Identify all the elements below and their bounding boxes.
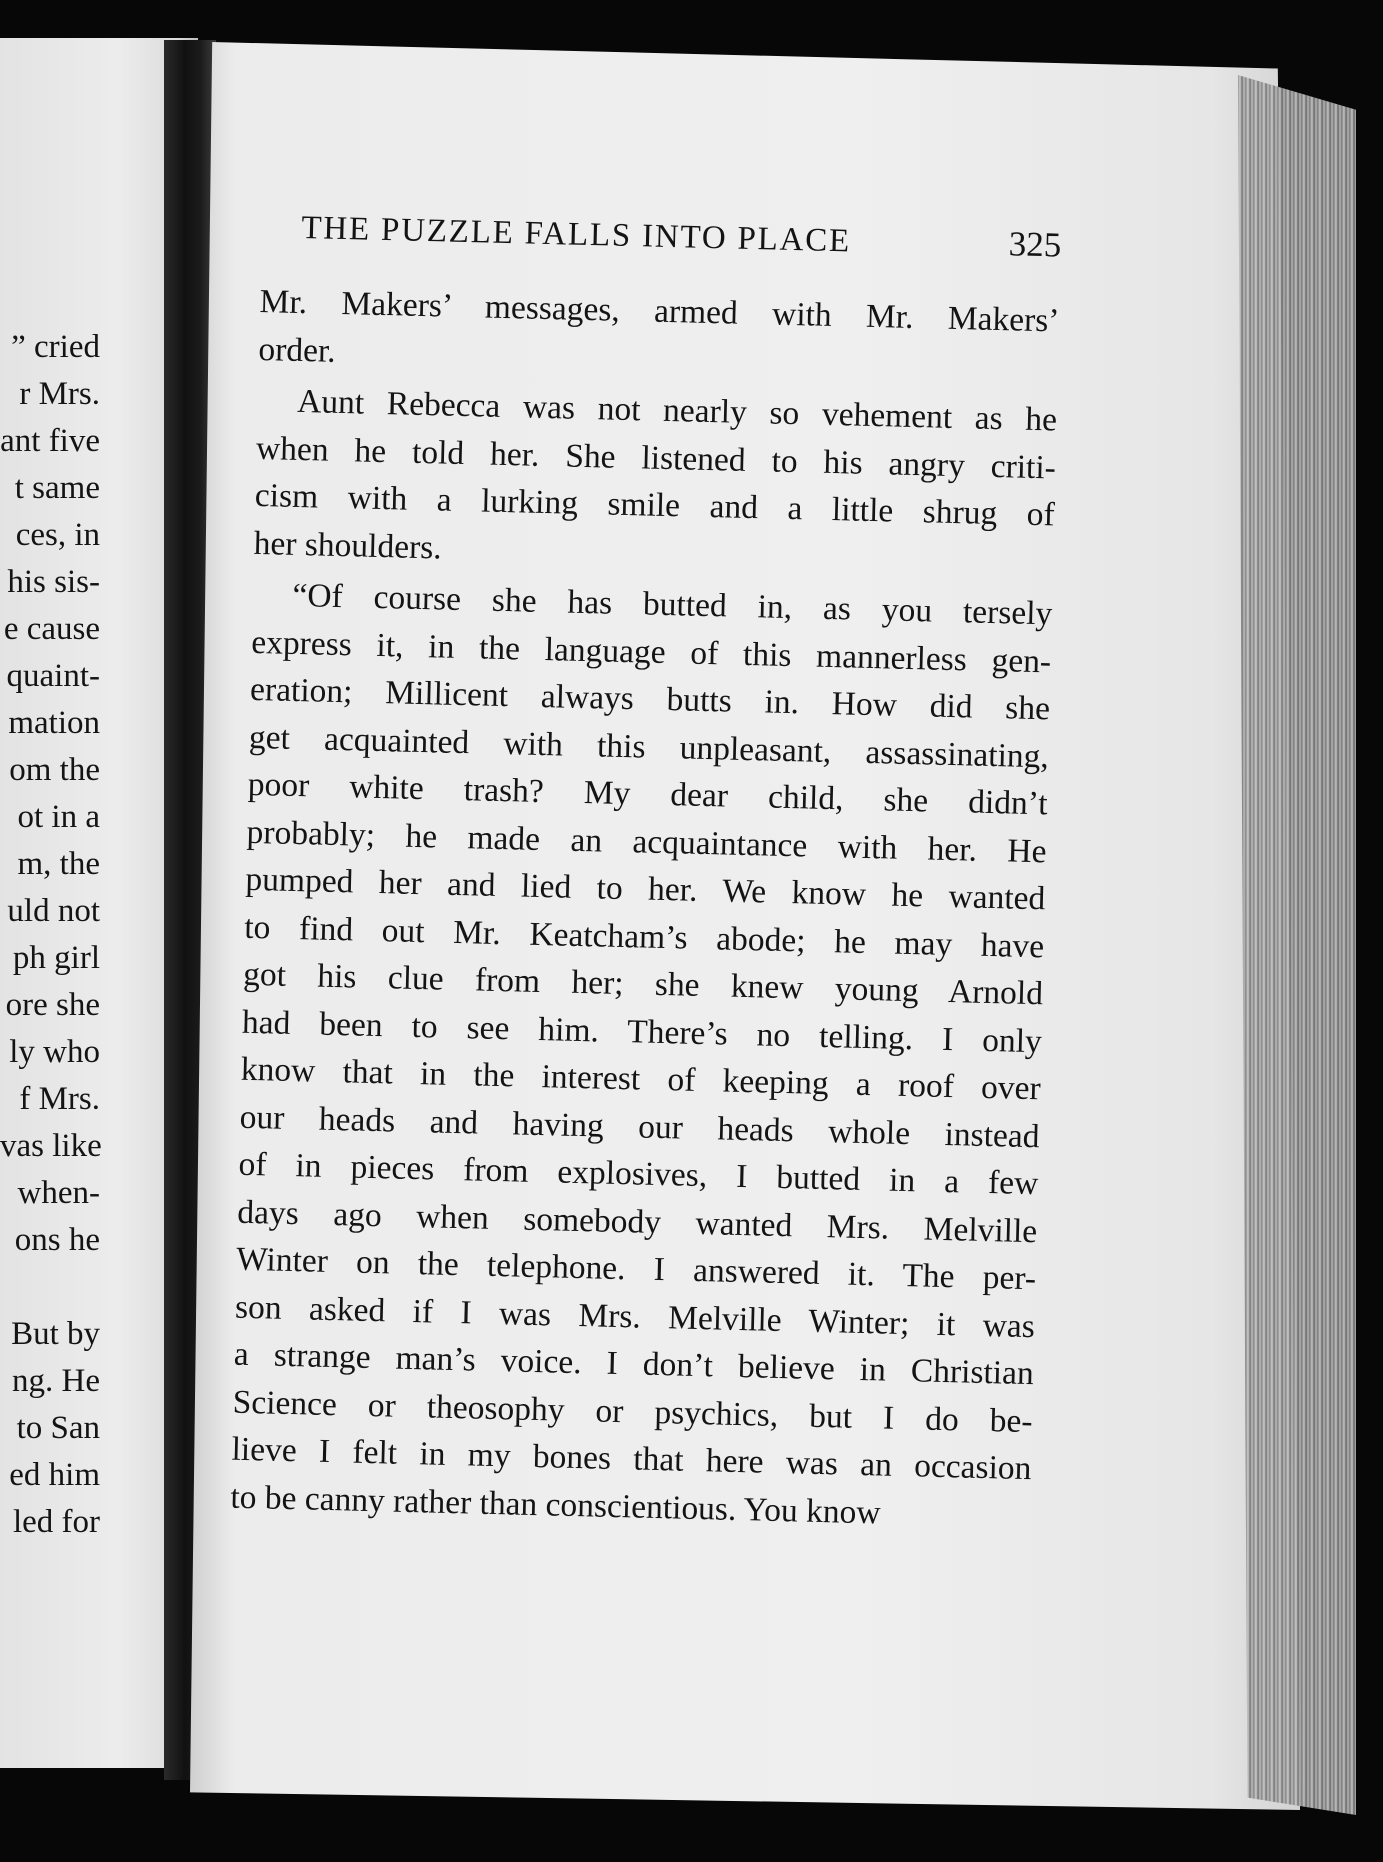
text-line: our heads and having our heads whole instead [239, 1098, 1040, 1155]
left-line: ant five [0, 423, 100, 459]
left-line: om the [9, 752, 100, 788]
left-line: led for [12, 1504, 100, 1540]
left-line: mation [8, 705, 100, 741]
text-line: Winter on the telephone. I answered it. The per- [235, 1240, 1037, 1298]
left-line [0, 1264, 100, 1311]
paragraph [230, 571, 1053, 1540]
text-line: when he told her. She listened to his angry criti- [255, 429, 1057, 486]
text-line: Science or theosophy or psychics, but I do be- [232, 1383, 1033, 1440]
left-line: ng. He [12, 1363, 100, 1399]
left-line: ot in a [17, 799, 100, 835]
text-line: Mr. Makers’ messages, armed with Mr. Makers’ [259, 282, 1060, 340]
left-line: ore she [5, 987, 100, 1023]
left-line: r Mrs. [19, 376, 100, 412]
text-line: “Of course she has butted in, as you tersely [292, 576, 1053, 633]
body-text [230, 278, 1060, 1540]
text-line: get acquainted with this unpleasant, assassinating, [248, 718, 1050, 775]
paragraph [253, 377, 1057, 586]
left-line: e cause [3, 611, 100, 647]
left-page-text [0, 324, 100, 1546]
left-line: m, the [17, 846, 100, 882]
left-line: quaint- [6, 658, 100, 694]
paragraph [258, 278, 1060, 393]
text-line: of in pieces from explosives, I butted in a few [238, 1145, 1039, 1203]
left-line: ces, in [15, 517, 100, 553]
page-number: 325 [1008, 224, 1062, 265]
left-line: vas like [0, 1128, 102, 1164]
text-line: a strange man’s voice. I don’t believe in Christian [233, 1335, 1035, 1393]
left-line: ph girl [12, 940, 100, 976]
text-line: son asked if I was Mrs. Melville Winter; it was [234, 1288, 1036, 1345]
left-line: t same [14, 470, 100, 506]
text-line: lieve I felt in my bones that here was an occasion [231, 1430, 1032, 1488]
right-page-content [230, 206, 1062, 1540]
left-line: ons he [14, 1222, 100, 1258]
running-head-title: THE PUZZLE FALLS INTO PLACE [301, 209, 852, 260]
left-line: f Mrs. [19, 1081, 100, 1117]
left-line: when- [17, 1175, 100, 1211]
text-line: poor white trash? My dear child, she didn’t [247, 765, 1049, 823]
left-line: But by [11, 1316, 100, 1352]
text-line: cism with a lurking smile and a little shrug of [254, 476, 1056, 534]
text-line: to be canny rather than conscientious. You know [230, 1478, 882, 1531]
text-line: express it, in the language of this mannerless gen- [250, 623, 1052, 680]
text-line: got his clue from her; she knew young Arnold [242, 955, 1044, 1013]
text-line: eration; Millicent always butts in. How did she [249, 670, 1051, 728]
text-line: had been to see him. There’s no telling. I only [241, 1003, 1043, 1060]
left-line: ed him [9, 1457, 100, 1493]
text-line: to find out Mr. Keatcham’s abode; he may have [243, 908, 1045, 965]
text-line: pumped her and lied to her. We know he wanted [245, 860, 1046, 918]
text-line: order. [258, 330, 337, 370]
text-line: know that in the interest of keeping a roof over [240, 1050, 1042, 1108]
text-line: her shoulders. [253, 524, 443, 566]
text-line: probably; he made an acquaintance with her. He [246, 813, 1047, 870]
left-line: ” cried [11, 329, 100, 365]
text-line: days ago when somebody wanted Mrs. Melville [236, 1193, 1038, 1250]
left-line: uld not [7, 893, 100, 929]
left-line: his sis- [7, 564, 100, 600]
page-edge [1238, 75, 1356, 1815]
text-line: Aunt Rebecca was not nearly so vehement as he [296, 382, 1058, 439]
left-line: to San [16, 1410, 100, 1446]
left-line: ly who [9, 1034, 100, 1070]
